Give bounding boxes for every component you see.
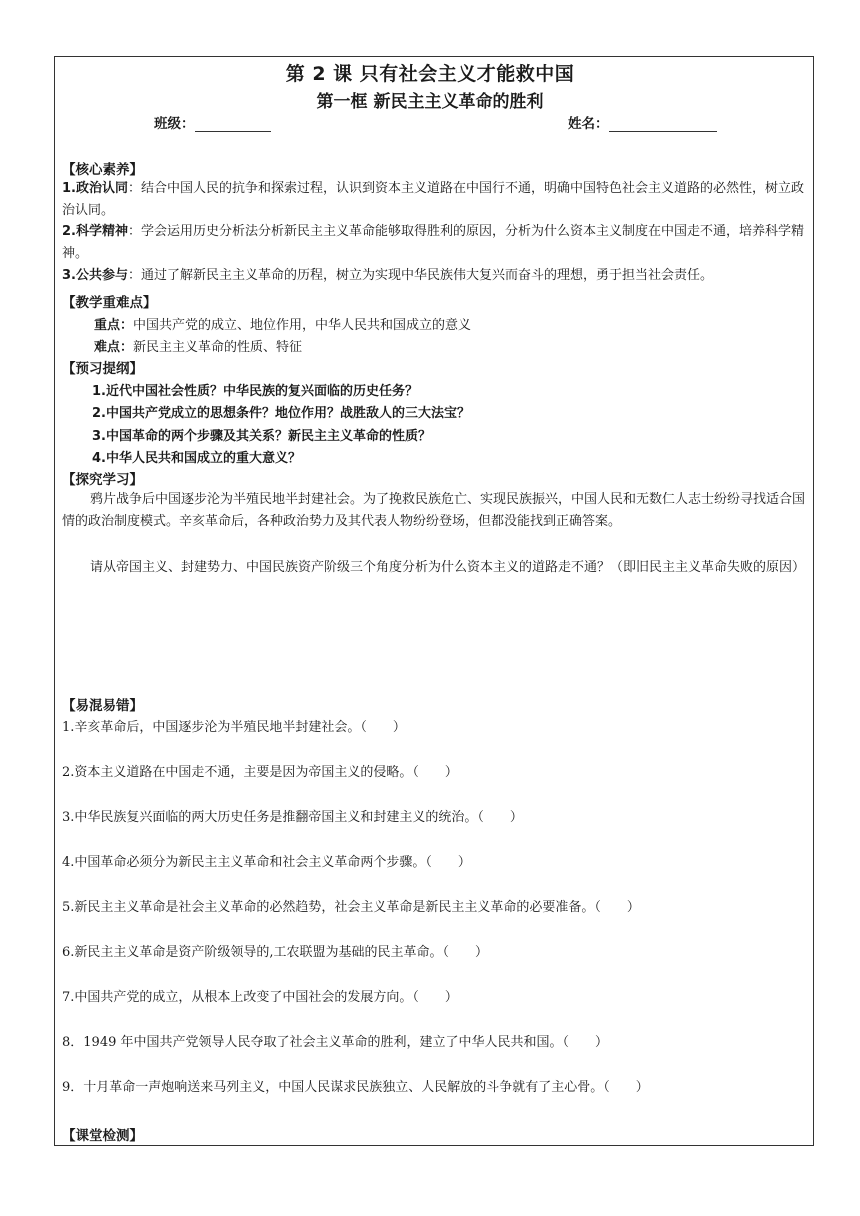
difficulty-label: 难点： [94,340,134,355]
confuse-item: 8．1949 年中国共产党领导人民夺取了社会主义革命的胜利，建立了中华人民共和国。（ ） [62,1035,608,1050]
preview-item: 3.中国革命的两个步骤及其关系？新民主主义革命的性质？ [92,429,431,444]
core-item-3-label: 3.公共参与 [62,268,128,283]
core-item-3-text: ：通过了解新民主主义革命的历程，树立为实现中华民族伟大复兴而奋斗的理想，勇于担当社会责任。 [127,268,713,283]
difficulty-text: 新民主主义革命的性质、特征 [133,340,303,355]
explore-paragraph-1: 鸦片战争后中国逐步沦为半殖民地半封建社会。为了挽救民族危亡、实现民族振兴，中国人民和无数仁人志士纷纷寻找适合国情的政治制度模式。辛亥革命后，各种政治势力及其代表人物纷纷登场，但都没能找到正确答案。 [62,492,806,529]
section-core: 【核心素养】 [62,162,143,178]
core-item-1-text: ：结合中国人民的抗争和探索过程，认识到资本主义道路在中国行不通，明确中国特色社会主义道路的必然性，树立政治认同。 [62,181,804,218]
confuse-item: 5.新民主主义革命是社会主义革命的必然趋势，社会主义革命是新民主主义革命的必要准备。（ ） [62,900,640,915]
section-preview: 【预习提纲】 [62,361,143,377]
section-test: 【课堂检测】 [62,1128,143,1144]
confuse-item: 3.中华民族复兴面临的两大历史任务是推翻帝国主义和封建主义的统治。（ ） [62,810,523,825]
page-title: 第 2 课 只有社会主义才能救中国 [285,63,575,85]
class-field [154,112,271,132]
core-item-1-label: 1.政治认同 [62,181,128,196]
confuse-item: 4.中国革命必须分为新民主主义革命和社会主义革命两个步骤。（ ） [62,855,471,870]
focus-label: 重点： [94,318,134,333]
preview-item: 4.中华人民共和国成立的重大意义？ [92,451,301,466]
preview-item: 2.中国共产党成立的思想条件？地位作用？战胜敌人的三大法宝？ [92,406,470,421]
section-explore: 【探究学习】 [62,472,143,488]
core-item-2-label: 2.科学精神 [62,224,128,239]
confuse-item: 6.新民主主义革命是资产阶级领导的,工农联盟为基础的民主革命。（ ） [62,945,489,960]
confuse-item: 1.辛亥革命后，中国逐步沦为半殖民地半封建社会。（ ） [62,720,406,735]
name-field [568,112,717,132]
confuse-item: 7.中国共产党的成立，从根本上改变了中国社会的发展方向。（ ） [62,990,458,1005]
core-item-2 [62,221,812,264]
confuse-item: 2.资本主义道路在中国走不通，主要是因为帝国主义的侵略。（ ） [62,765,458,780]
confuse-item: 9．十月革命一声炮响送来马列主义，中国人民谋求民族独立、人民解放的斗争就有了主心骨。（ ） [62,1080,649,1095]
class-label: 班级： [154,116,195,132]
name-blank[interactable] [609,117,717,132]
page-subtitle: 第一框 新民主主义革命的胜利 [316,92,544,112]
core-item-3 [62,265,812,287]
class-blank[interactable] [195,117,271,132]
difficulty-line [94,336,302,355]
focus-line [94,314,471,333]
section-key: 【教学重难点】 [62,295,157,311]
section-confuse: 【易混易错】 [62,698,143,714]
focus-text: 中国共产党的成立、地位作用，中华人民共和国成立的意义 [133,318,472,333]
preview-item: 1.近代中国社会性质？中华民族的复兴面临的历史任务？ [92,384,418,399]
core-item-2-text: ：学会运用历史分析法分析新民主主义革命能够取得胜利的原因，分析为什么资本主义制度在中国走不通，培养科学精神。 [62,224,804,261]
core-item-1 [62,178,812,221]
explore-paragraph-2: 请从帝国主义、封建势力、中国民族资产阶级三个角度分析为什么资本主义的道路走不通？（即旧民主主义革命失败的原因） [90,560,806,575]
name-label: 姓名： [568,116,609,132]
